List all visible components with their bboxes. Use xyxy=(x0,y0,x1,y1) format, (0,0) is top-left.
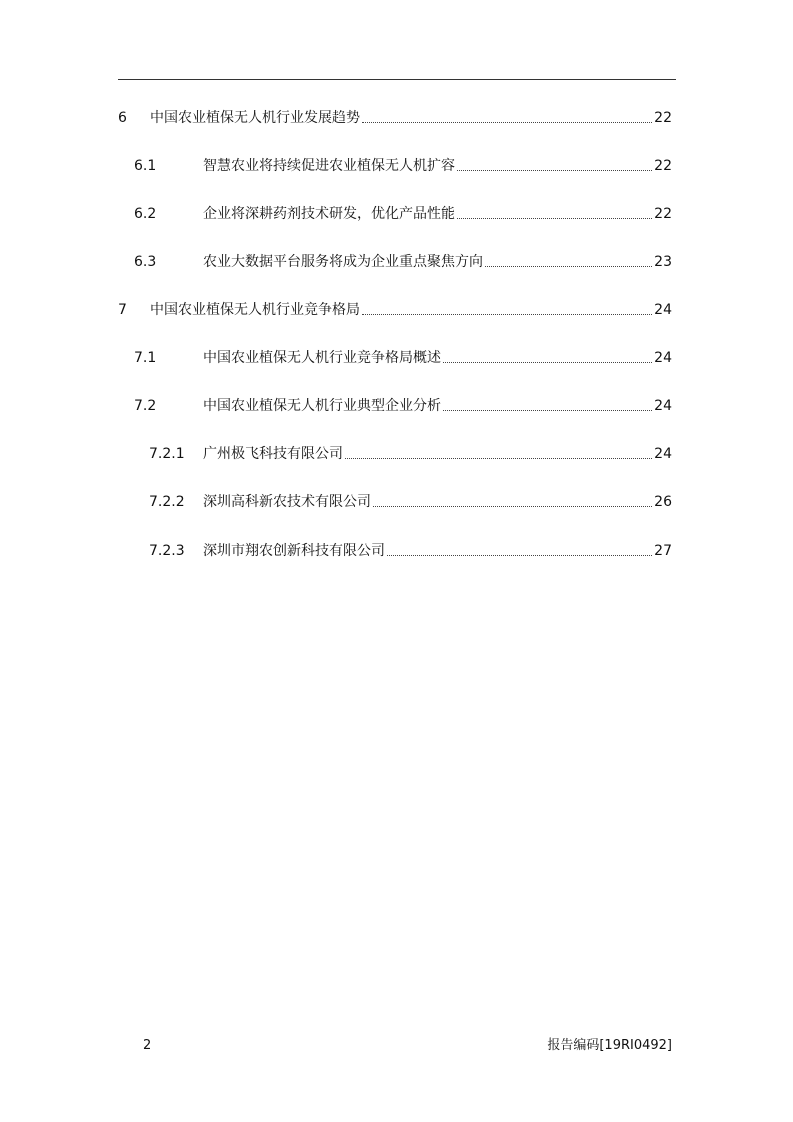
toc-entry-title: 中国农业植保无人机行业竞争格局 xyxy=(150,302,360,318)
toc-dot-leader xyxy=(457,169,652,171)
toc-entry-title: 中国农业植保无人机行业发展趋势 xyxy=(150,110,360,126)
toc-entry-number: 6.1 xyxy=(134,158,157,174)
footer-page-number: 2 xyxy=(143,1038,152,1053)
toc-entry-page: 24 xyxy=(654,350,672,366)
toc-entry-number: 7.2.2 xyxy=(149,494,185,510)
toc-entry-title: 广州极飞科技有限公司 xyxy=(203,446,343,462)
toc-entry-page: 22 xyxy=(654,158,672,174)
toc-dot-leader xyxy=(387,554,652,556)
toc-entry-number: 6 xyxy=(118,110,127,126)
toc-entry-page: 24 xyxy=(654,398,672,414)
toc-entry-number: 7.2.3 xyxy=(149,543,185,559)
toc-entry[interactable] xyxy=(118,541,672,561)
toc-entry-number: 6.3 xyxy=(134,254,157,270)
toc-entry-number: 6.2 xyxy=(134,206,157,222)
toc-dot-leader xyxy=(362,313,652,315)
toc-entry-number: 7.2.1 xyxy=(149,446,185,462)
toc-dot-leader xyxy=(362,121,652,123)
toc-entry[interactable] xyxy=(118,492,672,512)
toc-entry-title: 农业大数据平台服务将成为企业重点聚焦方向 xyxy=(203,254,483,270)
toc-entry[interactable] xyxy=(118,204,672,224)
toc-entry-title: 中国农业植保无人机行业竞争格局概述 xyxy=(203,350,441,366)
toc-entry[interactable] xyxy=(118,300,672,320)
toc-dot-leader xyxy=(443,409,652,411)
toc-entry[interactable] xyxy=(118,252,672,272)
toc-entry-page: 22 xyxy=(654,206,672,222)
toc-entry-page: 22 xyxy=(654,110,672,126)
toc-entry-number: 7 xyxy=(118,302,127,318)
toc-entry-page: 24 xyxy=(654,446,672,462)
toc-dot-leader xyxy=(373,505,652,507)
toc-dot-leader xyxy=(443,361,652,363)
toc-entry-number: 7.2 xyxy=(134,398,157,414)
toc-entry-title: 深圳高科新农技术有限公司 xyxy=(203,494,371,510)
toc-entry-number: 7.1 xyxy=(134,350,157,366)
toc-entry[interactable] xyxy=(118,444,672,464)
toc-entry-page: 24 xyxy=(654,302,672,318)
toc-entry[interactable] xyxy=(118,156,672,176)
footer-report-code: 报告编码[19RI0492] xyxy=(547,1038,672,1053)
toc-entry-page: 26 xyxy=(654,494,672,510)
toc-entry[interactable] xyxy=(118,396,672,416)
toc-entry-title: 企业将深耕药剂技术研发，优化产品性能 xyxy=(203,206,455,222)
toc-entry-title: 深圳市翔农创新科技有限公司 xyxy=(203,543,385,559)
header-rule xyxy=(118,79,676,80)
toc-entry-title: 智慧农业将持续促进农业植保无人机扩容 xyxy=(203,158,455,174)
toc-dot-leader xyxy=(345,457,652,459)
toc-entry-title: 中国农业植保无人机行业典型企业分析 xyxy=(203,398,441,414)
toc-dot-leader xyxy=(457,217,652,219)
toc-entry[interactable] xyxy=(118,108,672,128)
toc-dot-leader xyxy=(485,265,652,267)
toc-entry[interactable] xyxy=(118,348,672,368)
toc-entry-page: 23 xyxy=(654,254,672,270)
toc-entry-page: 27 xyxy=(654,543,672,559)
